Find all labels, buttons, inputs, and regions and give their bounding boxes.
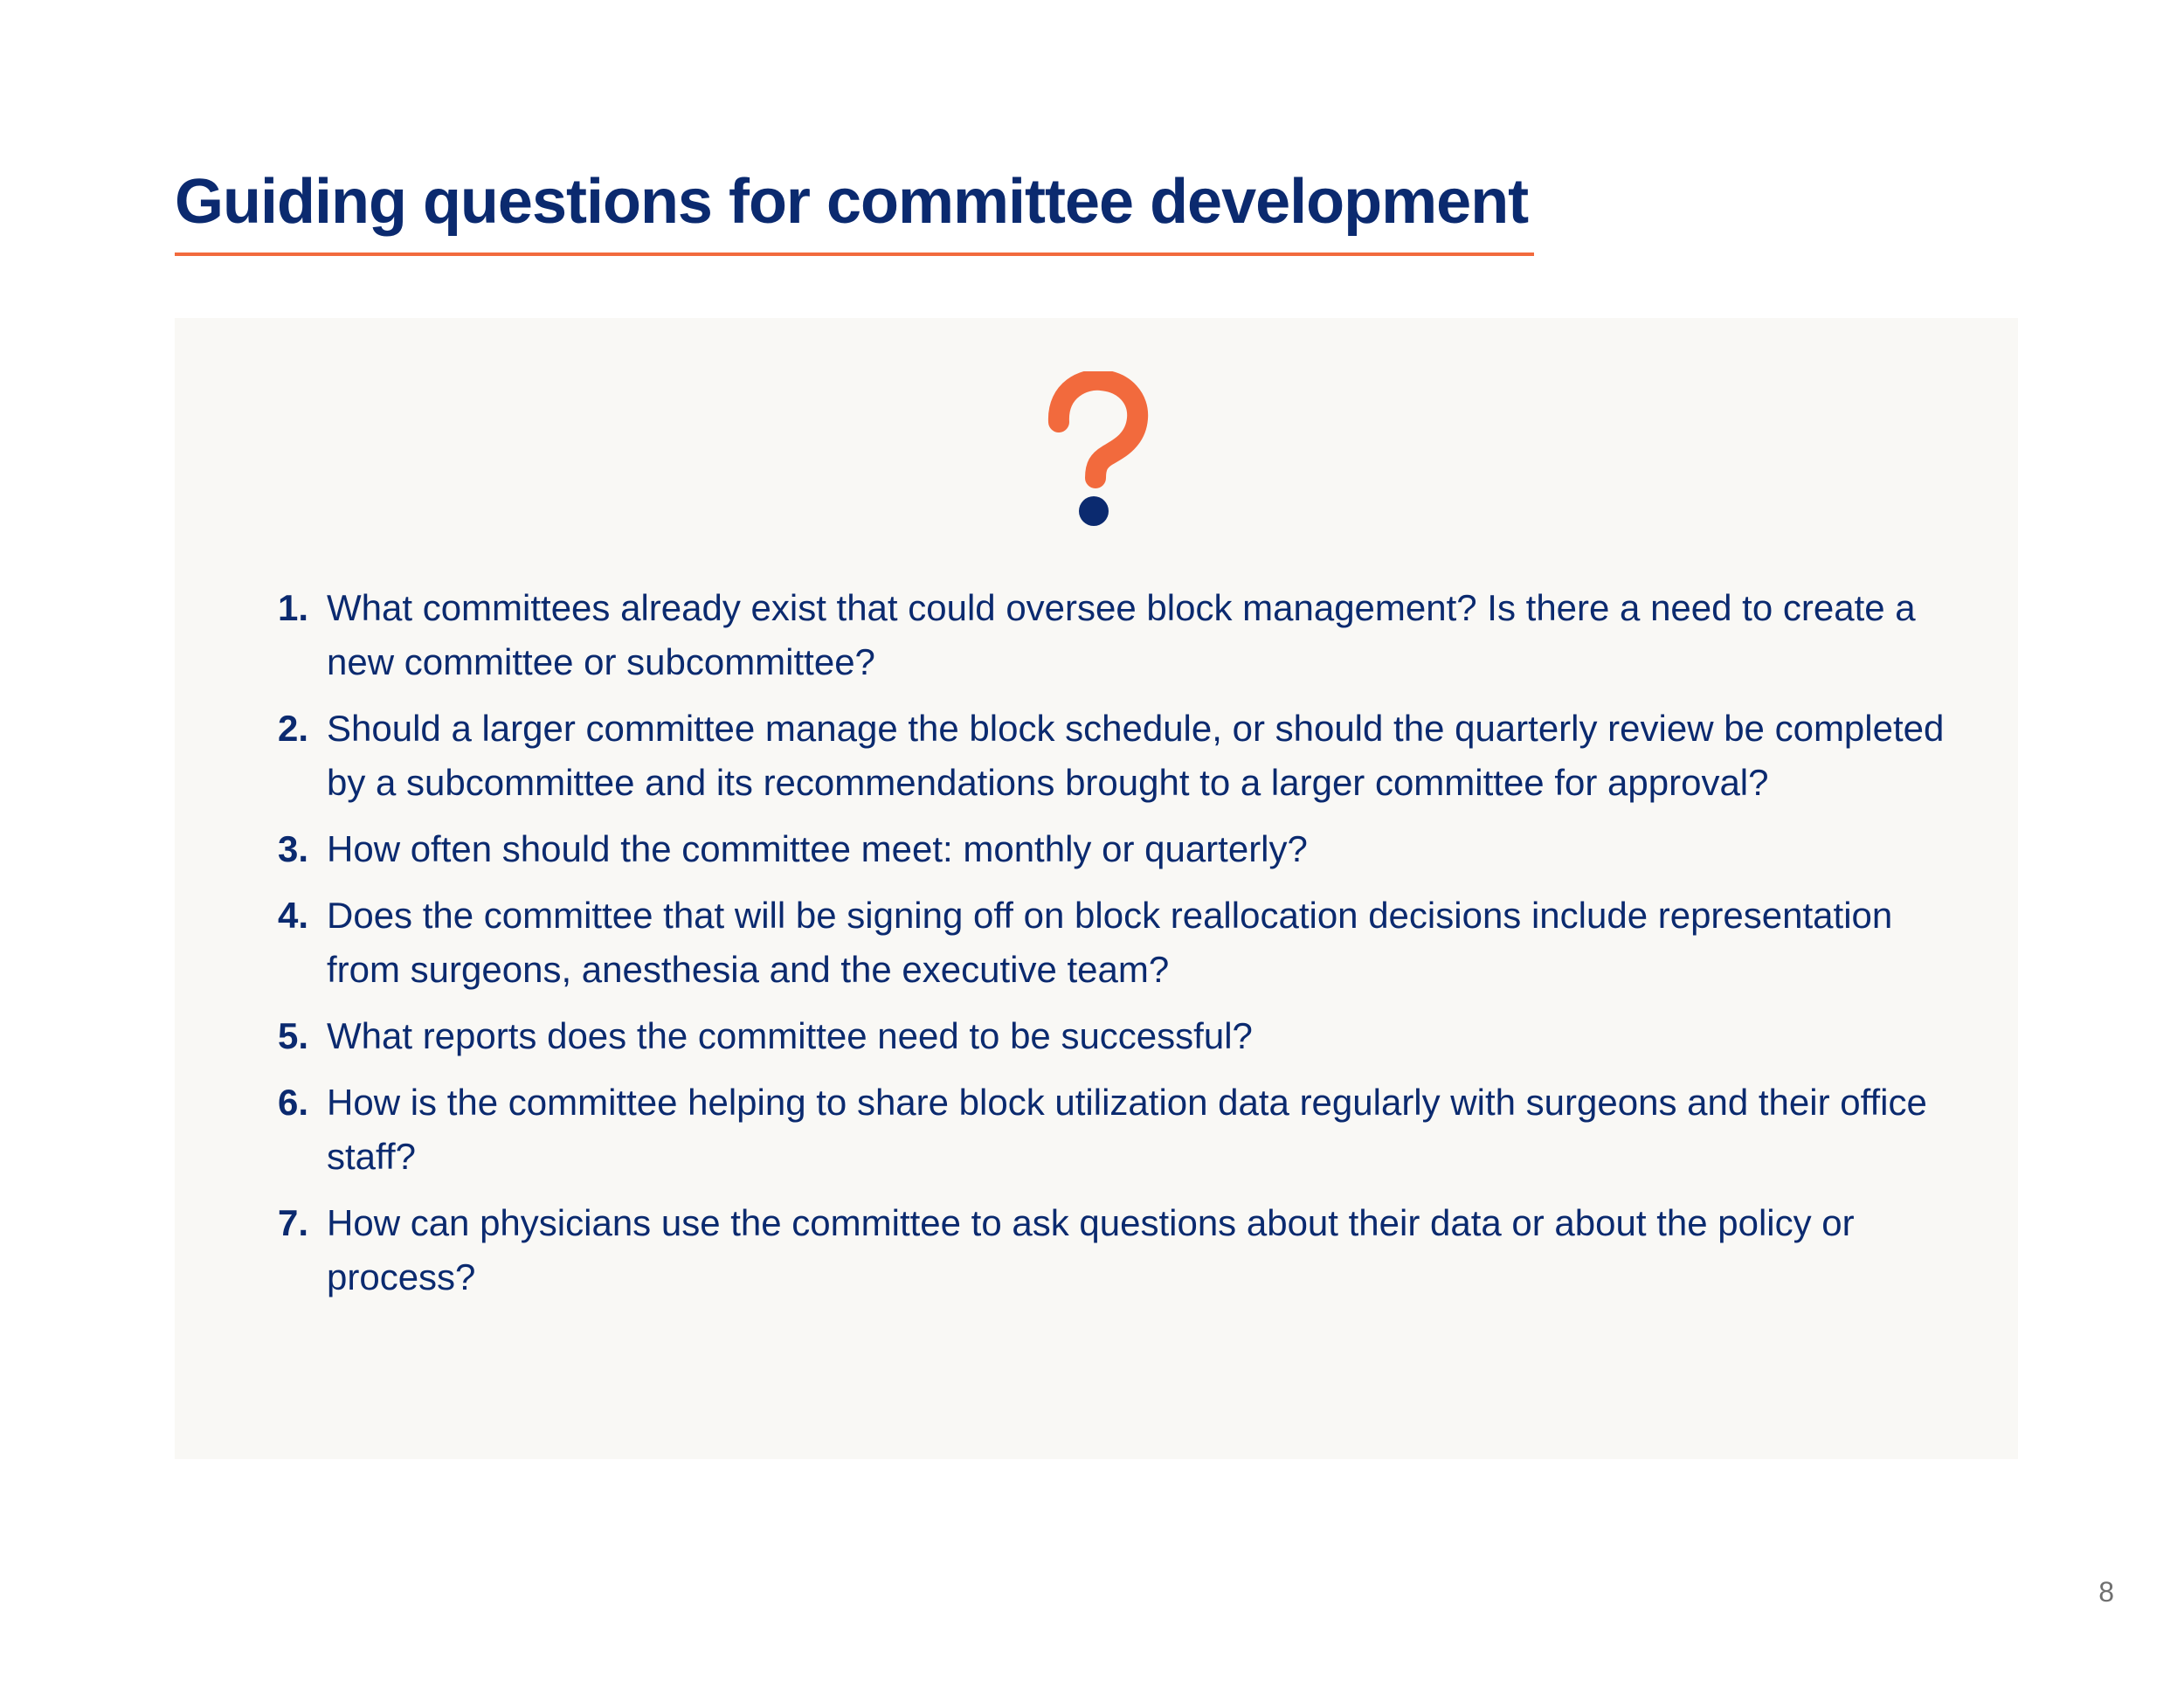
question-mark-dot bbox=[1079, 496, 1109, 526]
list-item-text: How is the committee helping to share block utilization data regularly with surgeons and their office staff? bbox=[327, 1082, 1927, 1177]
list-item-number: 1. bbox=[278, 587, 309, 628]
list-item-text: Should a larger committee manage the block schedule, or should the quarterly review be completed by a subcommittee and its recommendations brought to a larger committee for approval? bbox=[327, 708, 1945, 803]
list-item bbox=[278, 822, 1955, 876]
list-item-number: 7. bbox=[278, 1202, 309, 1243]
title-underline bbox=[175, 253, 1534, 256]
list-item-number: 2. bbox=[278, 708, 309, 749]
list-item-number: 5. bbox=[278, 1015, 309, 1056]
list-item bbox=[278, 1009, 1955, 1063]
list-item-number: 6. bbox=[278, 1082, 309, 1123]
list-item bbox=[278, 1076, 1955, 1184]
list-item-text: What committees already exist that could oversee block management? Is there a need to create a new committee or subcommittee? bbox=[327, 587, 1916, 682]
list-item-text: How can physicians use the committee to ask questions about their data or about the policy or process? bbox=[327, 1202, 1855, 1297]
list-item-number: 4. bbox=[278, 895, 309, 936]
page-number: 8 bbox=[2098, 1576, 2114, 1608]
list-item bbox=[278, 1196, 1955, 1304]
question-mark-icon bbox=[1031, 371, 1153, 529]
list-item-text: Does the committee that will be signing off on block reallocation decisions include representation from surgeons, anesthesia and the executive team? bbox=[327, 895, 1893, 990]
list-item-number: 3. bbox=[278, 828, 309, 869]
questions-list bbox=[278, 581, 1955, 1317]
list-item bbox=[278, 581, 1955, 689]
list-item bbox=[278, 889, 1955, 997]
list-item-text: How often should the committee meet: monthly or quarterly? bbox=[327, 828, 1308, 869]
page-title: Guiding questions for committee development bbox=[175, 167, 1529, 237]
list-item bbox=[278, 702, 1955, 810]
question-mark-hook bbox=[1059, 380, 1137, 478]
list-item-text: What reports does the committee need to be successful? bbox=[327, 1015, 1253, 1056]
